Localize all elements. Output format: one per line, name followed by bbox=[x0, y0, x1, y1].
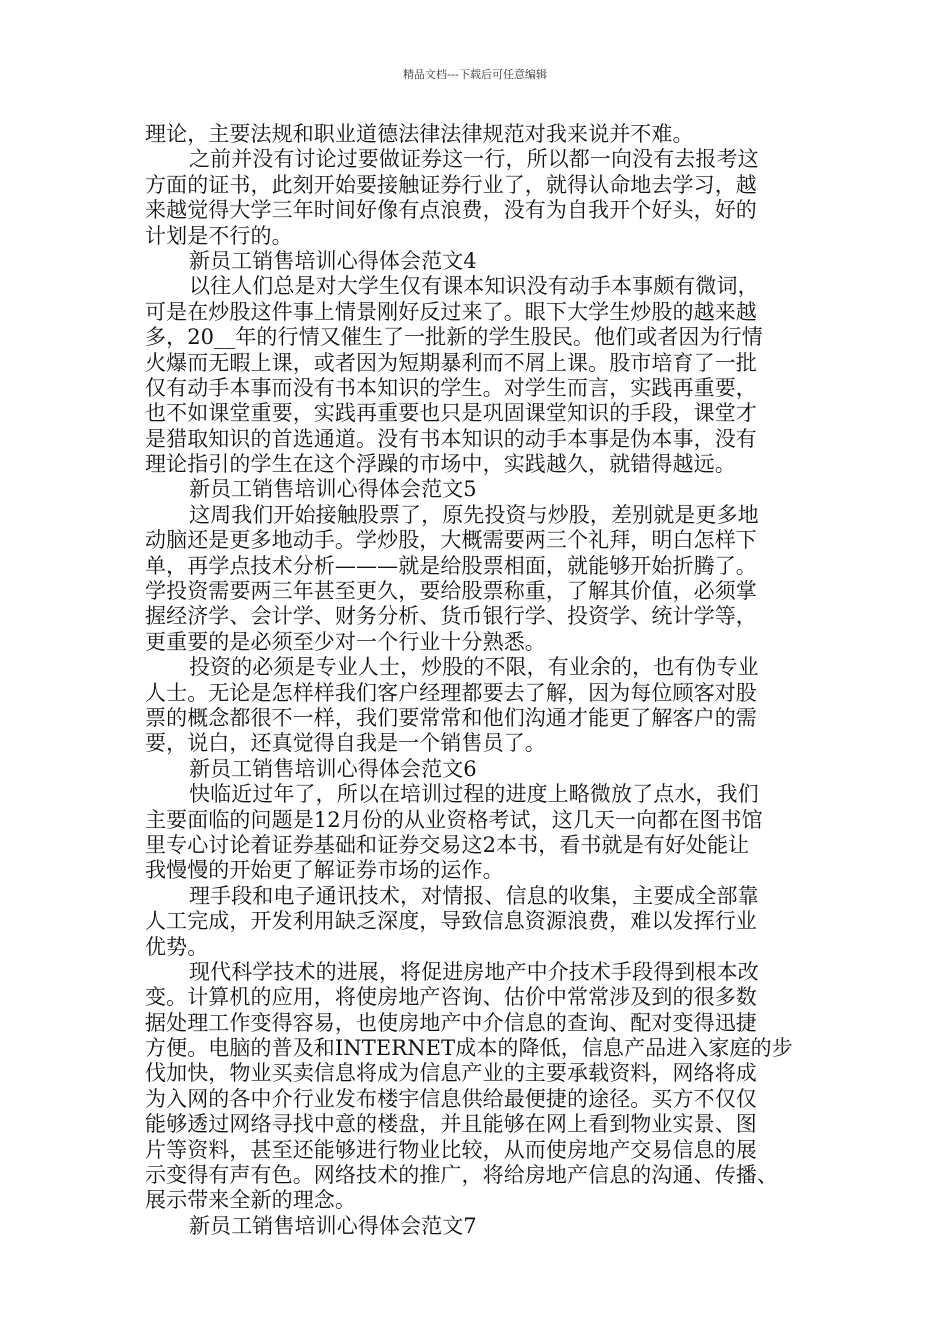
text-line: 现代科学技术的进展，将促进房地产中介技术手段得到根本改 bbox=[189, 959, 759, 984]
text-line: 是猎取知识的首选通道。没有书本知识的动手本事是伪本事，没有 bbox=[145, 426, 757, 451]
text-line: 票的概念都很不一样，我们要常常和他们沟通才能更了解客户的需 bbox=[145, 705, 757, 730]
text-line: 更重要的是必须至少对一个行业十分熟悉。 bbox=[145, 629, 546, 654]
text-line: 以往人们总是对大学生仅有课本知识没有动手本事颇有微词， bbox=[189, 274, 759, 299]
text-line: 我慢慢的开始更了解证券市场的运作。 bbox=[145, 858, 504, 883]
text-line: 里专心讨论着证券基础和证券交易这2本书，看书就是有好处能让 bbox=[145, 832, 750, 857]
section-heading: 新员工销售培训心得体会范文7 bbox=[189, 1213, 477, 1238]
text-line: 据处理工作变得容易，也使房地产中介信息的查询、配对变得迅捷 bbox=[145, 1010, 757, 1035]
text-line: 这周我们开始接触股票了，原先投资与炒股，差别就是更多地 bbox=[189, 502, 759, 527]
page-header: 精品文档---下载后可任意编辑 bbox=[403, 68, 547, 81]
text-line: 动脑还是更多地动手。学炒股，大概需要两三个礼拜，明白怎样下 bbox=[145, 528, 757, 553]
text-line: 方面的证书，此刻开始要接触证券行业了，就得认命地去学习，越 bbox=[145, 172, 757, 197]
text-line: 理论，主要法规和职业道德法律法律规范对我来说并不难。 bbox=[145, 122, 694, 146]
section-heading: 新员工销售培训心得体会范文6 bbox=[189, 756, 477, 781]
text-line: 握经济学、会计学、财务分析、货币银行学、投资学、统计学等， bbox=[145, 604, 757, 629]
text-line: 优势。 bbox=[145, 934, 209, 959]
text-line: 理论指引的学生在这个浮躁的市场中，实践越久，就错得越远。 bbox=[145, 452, 736, 477]
text-line: 要，说白，还真觉得自我是一个销售员了。 bbox=[145, 731, 546, 756]
text-line: 来越觉得大学三年时间好像有点浪费，没有为自我开个好头，好的 bbox=[145, 198, 757, 223]
text-line: 之前并没有讨论过要做证券这一行，所以都一向没有去报考这 bbox=[189, 147, 759, 172]
text-line: 主要面临的问题是12月份的从业资格考试，这几天一向都在图书馆 bbox=[145, 807, 763, 832]
text-line: 也不如课堂重要，实践再重要也只是巩固课堂知识的手段，课堂才 bbox=[145, 401, 757, 426]
text-line: 投资的必须是专业人士，炒股的不限，有业余的，也有伪专业 bbox=[189, 655, 759, 680]
text-line: 片等资料，甚至还能够进行物业比较，从而使房地产交易信息的展 bbox=[145, 1137, 757, 1162]
text-line: 火爆而无暇上课，或者因为短期暴利而不屑上课。股市培育了一批 bbox=[145, 350, 757, 375]
text-line: 理手段和电子通讯技术，对情报、信息的收集，主要成全部靠 bbox=[189, 883, 759, 908]
text-line: 伐加快，物业买卖信息将成为信息产业的主要承载资料，网络将成 bbox=[145, 1061, 757, 1086]
text-line: 单，再学点技术分析———就是给股票相面，就能够开始折腾了。 bbox=[145, 553, 757, 578]
section-heading: 新员工销售培训心得体会范文5 bbox=[189, 477, 477, 502]
text-line: 计划是不行的。 bbox=[145, 223, 293, 248]
section-heading: 新员工销售培训心得体会范文4 bbox=[189, 248, 477, 273]
text-line: 能够透过网络寻找中意的楼盘，并且能够在网上看到物业实景、图 bbox=[145, 1112, 757, 1137]
text-line: 人工完成，开发利用缺乏深度，导致信息资源浪费，难以发挥行业 bbox=[145, 909, 757, 934]
text-line: 可是在炒股这件事上情景刚好反过来了。眼下大学生炒股的越来越 bbox=[145, 299, 757, 324]
text-line: 学投资需要两三年甚至更久，要给股票称重，了解其价值，必须掌 bbox=[145, 579, 757, 604]
text-line: 示变得有声有色。网络技术的推广，将给房地产信息的沟通、传播、 bbox=[145, 1163, 778, 1188]
text-line: 方便。电脑的普及和INTERNET成本的降低，信息产品进入家庭的步 bbox=[145, 1036, 793, 1061]
text-line: 为入网的各中介行业发布楼宇信息供给最便捷的途径。买方不仅仅 bbox=[145, 1086, 757, 1111]
document-body bbox=[145, 122, 805, 1239]
text-line: 人士。无论是怎样样我们客户经理都要去了解，因为每位顾客对股 bbox=[145, 680, 757, 705]
text-line: 展示带来全新的理念。 bbox=[145, 1188, 356, 1213]
text-line: 多，20__年的行情又催生了一批新的学生股民。他们或者因为行情 bbox=[145, 325, 763, 350]
text-line: 变。计算机的应用，将使房地产咨询、估价中常常涉及到的很多数 bbox=[145, 985, 757, 1010]
text-line: 快临近过年了，所以在培训过程的进度上略微放了点水，我们 bbox=[189, 782, 759, 807]
text-line: 仅有动手本事而没有书本知识的学生。对学生而言，实践再重要， bbox=[145, 375, 757, 400]
